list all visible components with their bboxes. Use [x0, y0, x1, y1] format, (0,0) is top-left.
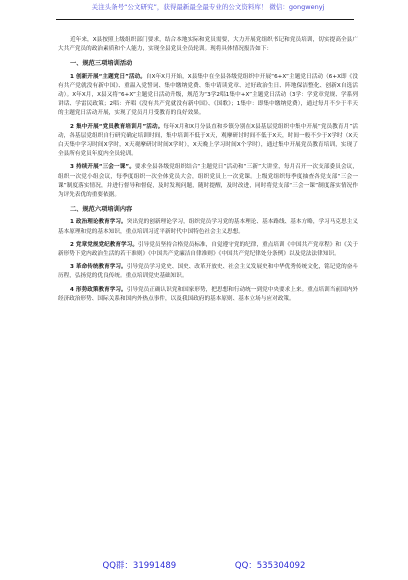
section-2-title: 二、规范六项培训内容 — [70, 206, 133, 214]
item-lead: 4 形势政策教育学习。 — [70, 286, 127, 293]
intro-paragraph: 近年来，X县按照上级组织部门要求，结合本地实际和党员需要，大力开展党组织书记和党员培训，切实提高全县广大共产党员的政治素质和个人能力，实现全县党员全员轮训。现将具体情况报告如下： — [58, 37, 358, 53]
section-1-title: 一、规范三项培训活动 — [70, 60, 133, 68]
item-lead: 2 集中开展“党员教育培训月”活动。 — [70, 123, 164, 130]
item-text: 突出党的创新理论学习，组织党员学习党的基本理论、基本路线、基本方略，学习马克思主义基本原理和党的基本知识，重点培训习近平新时代中国特色社会主义思想。 — [58, 219, 358, 235]
item-text: 自X年X月开始，X县集中在全县各级党组织中开展“6+X”主题党日活动（6+X即《没有共产党就没有新中国》、重温入党誓词、集中缴纳党费、集中请读党章、过好政治生日、阵地保洁整化、创新X自选活动）。X年X月，X县又将“6+X”主题党日活动升级，规范为“3学2唱1集中+X”主题党日活动（3学：学党章党规、学系列讲话、学雷民政策；2唱：齐唱《没有共产党就没有新中国》、《国歌》；1集中：即集中缴纳党费），通过每月不少于半天的主题党日活动开展，实现了党员月月受教育的良好效果。 — [58, 73, 358, 117]
promo-banner: 关注头条号“公文研究”，获得最新最全最专业的公文资料库！ 微信：gongwenyj — [91, 3, 325, 11]
item-lead: 2 党章党规党纪教育学习。 — [70, 241, 138, 248]
section-2-item-4 — [58, 286, 358, 304]
document-body — [58, 36, 358, 304]
item-text: 引导党员正确认识党和国家形势，把思想和行动统一到党中央要求上来。重点培训当前国内外经济政治形势、国际关系和国内外热点事件，以及我国政府的基本原则、基本立场与应对政策。 — [58, 286, 358, 302]
header-rule — [56, 19, 354, 20]
qq-group-number: QQ群：31991489 — [102, 561, 177, 571]
section-1-item-2 — [58, 123, 358, 160]
qq-number: QQ：535304092 — [234, 561, 306, 571]
item-text: 每年X月和X月分县直和乡镇分别在X县基层党组织中集中开展“党员教育月”活动，各基层党组织自行研究确定培训时间，集中培训不低于X天，观摩研讨时间不低于X天，时间一般不少于X学时（X天白天集中学习时间X学时，X天观摩研讨时间X学时），X天晚上学习时间X个学时），通过集中开展党员教育培训，实现了全县所有党员年度内全员轮训。 — [58, 123, 359, 158]
item-lead: 1 政治理论教育学习。 — [70, 219, 127, 226]
section-1-item-3 — [58, 163, 358, 200]
section-1-item-1 — [58, 73, 358, 119]
item-text: 引导党员坚持合格党员标准，自觉遵守党的纪律，重点培训《中国共产党章程》和《关于新形势下党内政治生活的若干准则》《中国共产党廉洁自律准则》《中国共产党纪律处分条例》以及党法法律知识。 — [58, 241, 358, 258]
item-lead: 3 革命传统教育学习。 — [70, 264, 127, 271]
item-lead: 1 创新开展“主题党日”活动。 — [70, 73, 146, 80]
section-2-item-2 — [58, 241, 358, 259]
item-text: 要求全县各级党组织结合“主题党日”活动和“三新”大讲堂，每月召开一次支部委员会议，组织一次党小组会议，每季度组织一次全体党员大会，组织党员上一次党课。上级党组织每季度抽查各党支部“三会一课”制度落实情况，并进行督导和督促，及时发现问题，随时提醒，及时改进，同时将党支部“三会一课”制度落实情况作为评先表优的重要依据。 — [58, 164, 358, 199]
item-lead: 3 持续开展“三会一课”。 — [70, 164, 135, 171]
section-2-item-1 — [58, 218, 358, 236]
item-text: 引导党员学习党史、国史、改革开放史、社会主义发展史和中华优秀传统文化，铭记党的奋斗历程，弘扬党的优良传统。重点培训党史基础知识。 — [58, 264, 358, 280]
section-2-item-3 — [58, 263, 358, 281]
footer-contact — [0, 559, 408, 571]
